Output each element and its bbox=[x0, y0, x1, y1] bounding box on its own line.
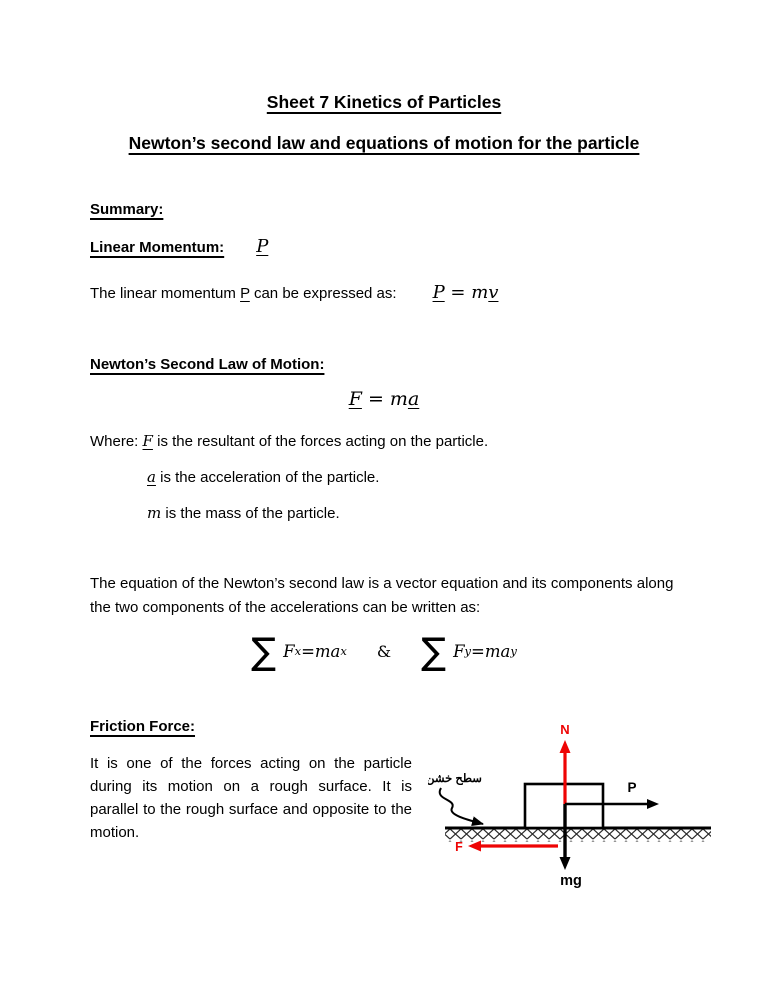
page-title bbox=[90, 91, 678, 114]
momentum-sentence-pre: The linear momentum bbox=[90, 285, 241, 302]
friction-force-label: F bbox=[455, 840, 463, 854]
sum-equation-y bbox=[421, 629, 517, 673]
applied-force-arrowhead bbox=[647, 799, 659, 809]
linear-momentum-label: Linear Momentum: bbox=[90, 239, 225, 256]
momentum-eq-m: m bbox=[471, 282, 489, 303]
page-title-text: Sheet 7 Kinetics of Particles bbox=[266, 92, 502, 112]
momentum-p-inline: P bbox=[240, 285, 250, 302]
weight-label: mg bbox=[560, 873, 582, 889]
ampersand: & bbox=[376, 641, 392, 661]
where-post: is the resultant of the forces acting on the particle. bbox=[152, 433, 489, 450]
accel-text: is the acceleration of the particle. bbox=[155, 469, 380, 486]
friction-heading bbox=[90, 718, 412, 735]
where-line bbox=[90, 429, 678, 454]
sigma-icon: ∑ bbox=[421, 629, 447, 673]
eq-sign: = bbox=[361, 388, 390, 410]
momentum-eq-v: v bbox=[488, 282, 499, 303]
summary-heading-text: Summary: bbox=[90, 201, 164, 218]
weight-arrowhead bbox=[560, 857, 571, 870]
momentum-eq-sign: = bbox=[444, 282, 472, 303]
friction-section bbox=[90, 718, 678, 897]
sum-y-masub: y bbox=[510, 644, 517, 658]
free-body-diagram bbox=[428, 720, 720, 892]
second-law-heading-text: Newton’s Second Law of Motion: bbox=[90, 356, 325, 373]
summary-heading bbox=[90, 201, 678, 218]
acceleration-line bbox=[147, 465, 678, 490]
sum-y-ma: ma bbox=[484, 641, 511, 661]
sum-x-masub: x bbox=[340, 644, 347, 658]
sum-x-ma: ma bbox=[314, 641, 341, 661]
friction-paragraph: It is one of the forces acting on the particle during its motion on a rough surface. It is parallel to the rough surface and opposite to the motion. bbox=[90, 755, 412, 841]
second-law-heading bbox=[90, 356, 678, 373]
component-equations bbox=[90, 626, 678, 676]
mass-line bbox=[147, 501, 678, 526]
surface-pointer-arrow bbox=[440, 788, 483, 824]
sum-y-F: F bbox=[453, 641, 465, 661]
components-paragraph: The equation of the Newton’s second law is a vector equation and its components along the two components of the accelerations can be written as: bbox=[90, 575, 674, 616]
sum-equation-x bbox=[251, 629, 347, 673]
eq-a: a bbox=[407, 388, 420, 410]
sum-x-sign: = bbox=[301, 641, 315, 661]
page-subtitle bbox=[90, 132, 678, 155]
sum-y-sign: = bbox=[471, 641, 485, 661]
sum-y-Fsub: y bbox=[464, 644, 472, 658]
page-subtitle-text: Newton’s second law and equations of motion for the particle bbox=[128, 133, 640, 153]
momentum-equation bbox=[433, 282, 499, 303]
second-law-equation bbox=[90, 384, 678, 414]
rough-surface-label: سطح خشن bbox=[428, 773, 482, 785]
where-pre: Where: bbox=[90, 433, 143, 450]
friction-heading-text: Friction Force: bbox=[90, 718, 196, 735]
accel-symbol: a bbox=[147, 468, 156, 486]
normal-force-arrowhead bbox=[560, 740, 571, 753]
momentum-sentence bbox=[90, 281, 678, 306]
applied-force-label: P bbox=[627, 780, 637, 795]
momentum-sentence-post: can be expressed as: bbox=[249, 285, 397, 302]
momentum-eq-P: P bbox=[432, 282, 445, 303]
ground-hatching bbox=[445, 830, 711, 842]
mass-text: is the mass of the particle. bbox=[161, 505, 340, 522]
eq-F: F bbox=[348, 388, 362, 410]
linear-momentum-line bbox=[90, 235, 678, 260]
friction-diagram bbox=[428, 720, 720, 897]
sum-x-Fsub: x bbox=[294, 644, 302, 658]
normal-force-label: N bbox=[560, 722, 570, 737]
sum-x-F: F bbox=[283, 641, 295, 661]
where-F: F bbox=[142, 432, 153, 450]
eq-m: m bbox=[389, 388, 408, 410]
momentum-symbol: P bbox=[256, 236, 269, 257]
sigma-icon: ∑ bbox=[251, 629, 277, 673]
friction-text-column bbox=[90, 718, 412, 844]
friction-force-arrowhead bbox=[468, 841, 481, 852]
mass-symbol: m bbox=[147, 504, 162, 522]
